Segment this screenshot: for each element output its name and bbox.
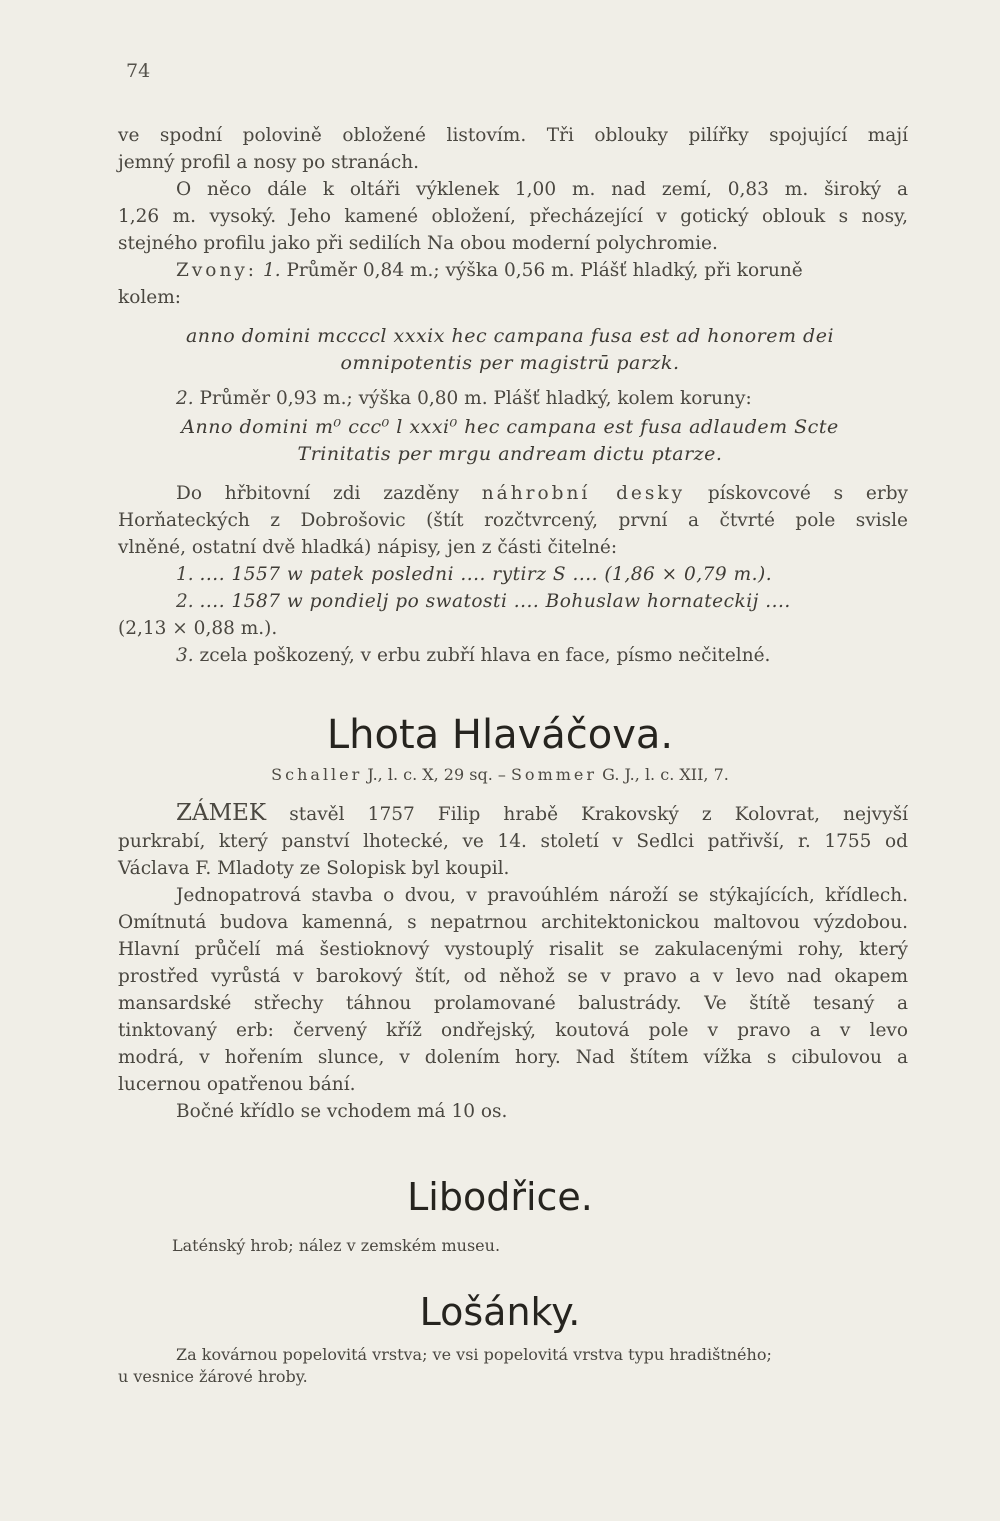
lhota-line: modrá, v hořením slunce, v dolením hory. Nad štítem vížka s cibulovou a [118, 1047, 908, 1068]
heading-losanky: Lošánky. [419, 1290, 581, 1334]
lhota-line: prostřed vyrůstá v barokový štít, od něhož se v pravo a v levo nad okapem [118, 966, 908, 987]
lhota-literature: Schaller J., l. c. X, 29 sq. – Sommer G. J., l. c. XII, 7. [271, 765, 729, 784]
page-number: 74 [126, 60, 151, 82]
inscription-line: anno domini mccccl xxxix hec campana fusa est ad honorem dei [185, 325, 835, 347]
bell-2-text: Průměr 0,93 m.; výška 0,80 m. Plášť hladký, kolem koruny: [199, 388, 752, 409]
bell-2-line [118, 385, 908, 412]
inscription-line: Trinitatis per mrgu andream dictu ptarze. [297, 443, 723, 465]
lhota-line: Bočné křídlo se vchodem má 10 os. [176, 1101, 508, 1122]
lhota-line: Omítnutá budova kamenná, s nepatrnou architektonickou maltovou výzdobou. [118, 912, 908, 933]
intro-line: O něco dále k oltáři výklenek 1,00 m. nad zemí, 0,83 m. široký a [176, 179, 908, 200]
lhota-line: mansardské střechy táhnou prolamované balustrády. Ve štítě tesaný a [118, 993, 908, 1014]
gravestones-text [118, 480, 908, 669]
bell-1-text: Průměr 0,84 m.; výška 0,56 m. Plášť hladký, při koruně [286, 260, 803, 281]
gravestone-3: 3. zcela poškozený, v erbu zubří hlava en face, písmo nečitelné. [176, 645, 771, 666]
bell-1-line-2: kolem: [118, 287, 181, 308]
gravestones-emphasis: náhrobní desky [481, 483, 686, 504]
bell-2-inscription [140, 414, 880, 468]
libodrice-text: Laténský hrob; nález v zemském museu. [172, 1236, 501, 1255]
lhota-line: Jednopatrová stavba o dvou, v pravoúhlém nároží se stýkajících, křídlech. [176, 885, 908, 906]
intro-line: 1,26 m. vysoký. Jeho kamené obložení, přecházející v gotický oblouk s nosy, [118, 206, 908, 227]
intro-text [118, 122, 908, 311]
bells-label: Zvony: [176, 260, 258, 281]
inscription-line: omnipotentis per magistrū parzk. [340, 352, 680, 374]
lhota-line: purkrabí, který panství lhotecké, ve 14. století v Sedlci patřivší, r. 1755 od [118, 831, 908, 852]
gravestones-line: vlněné, ostatní dvě hladká) nápisy, jen z části čitelné: [118, 537, 618, 558]
heading-libodrice: Libodřice. [407, 1175, 593, 1219]
bell-1-inscription [140, 323, 880, 377]
lhota-text [118, 800, 908, 1125]
lhota-line: Václava F. Mladoty ze Solopisk byl koupil. [118, 858, 510, 879]
bell-1-line [118, 257, 908, 284]
intro-line: stejného profilu jako při sedilích Na obou moderní polychromie. [118, 233, 718, 254]
gravestone-2-size: (2,13 × 0,88 m.). [118, 618, 278, 639]
intro-line: ve spodní polovině obložené listovím. Tři oblouky pilířky spojující mají [118, 125, 908, 146]
losanky-line: Za kovárnou popelovitá vrstva; ve vsi popelovitá vrstva typu hradištného; [176, 1345, 772, 1364]
gravestones-line: Do hřbitovní zdi zazděny náhrobní desky pískovcové s erby [176, 483, 909, 504]
bell-1-number: 1. [262, 260, 281, 281]
inscription-line: Anno domini m⁰ ccc⁰ l xxxi⁰ hec campana est fusa adlaudem Scte [181, 416, 839, 438]
lhota-lead: ZÁMEK [176, 800, 267, 826]
lhota-line: tinktovaný erb: červený kříž ondřejský, koutová pole v pravo a v levo [118, 1020, 908, 1041]
lhota-line: ZÁMEK stavěl 1757 Filip hrabě Krakovský z Kolovrat, nejvyší [176, 800, 908, 826]
intro-line: jemný profil a nosy po stranách. [118, 152, 419, 173]
gravestone-2: 2. .... 1587 w pondielj po swatosti .... Bohuslaw hornateckij .... [176, 591, 791, 612]
lhota-line: lucernou opatřenou bání. [118, 1074, 356, 1095]
gravestone-1: 1. .... 1557 w patek posledni .... rytirz S .... (1,86 × 0,79 m.). [176, 564, 773, 585]
gravestones-line: Horňateckých z Dobrošovic (štít rozčtvrcený, první a čtvrté pole svisle [118, 510, 908, 531]
heading-lhota: Lhota Hlaváčova. [326, 712, 674, 758]
losanky-text [118, 1344, 908, 1388]
bell-2-number: 2. [176, 388, 194, 409]
losanky-line: u vesnice žárové hroby. [118, 1367, 308, 1386]
lhota-line: Hlavní průčelí má šestioknový vystouplý risalit se zakulacenými rohy, který [118, 939, 908, 960]
